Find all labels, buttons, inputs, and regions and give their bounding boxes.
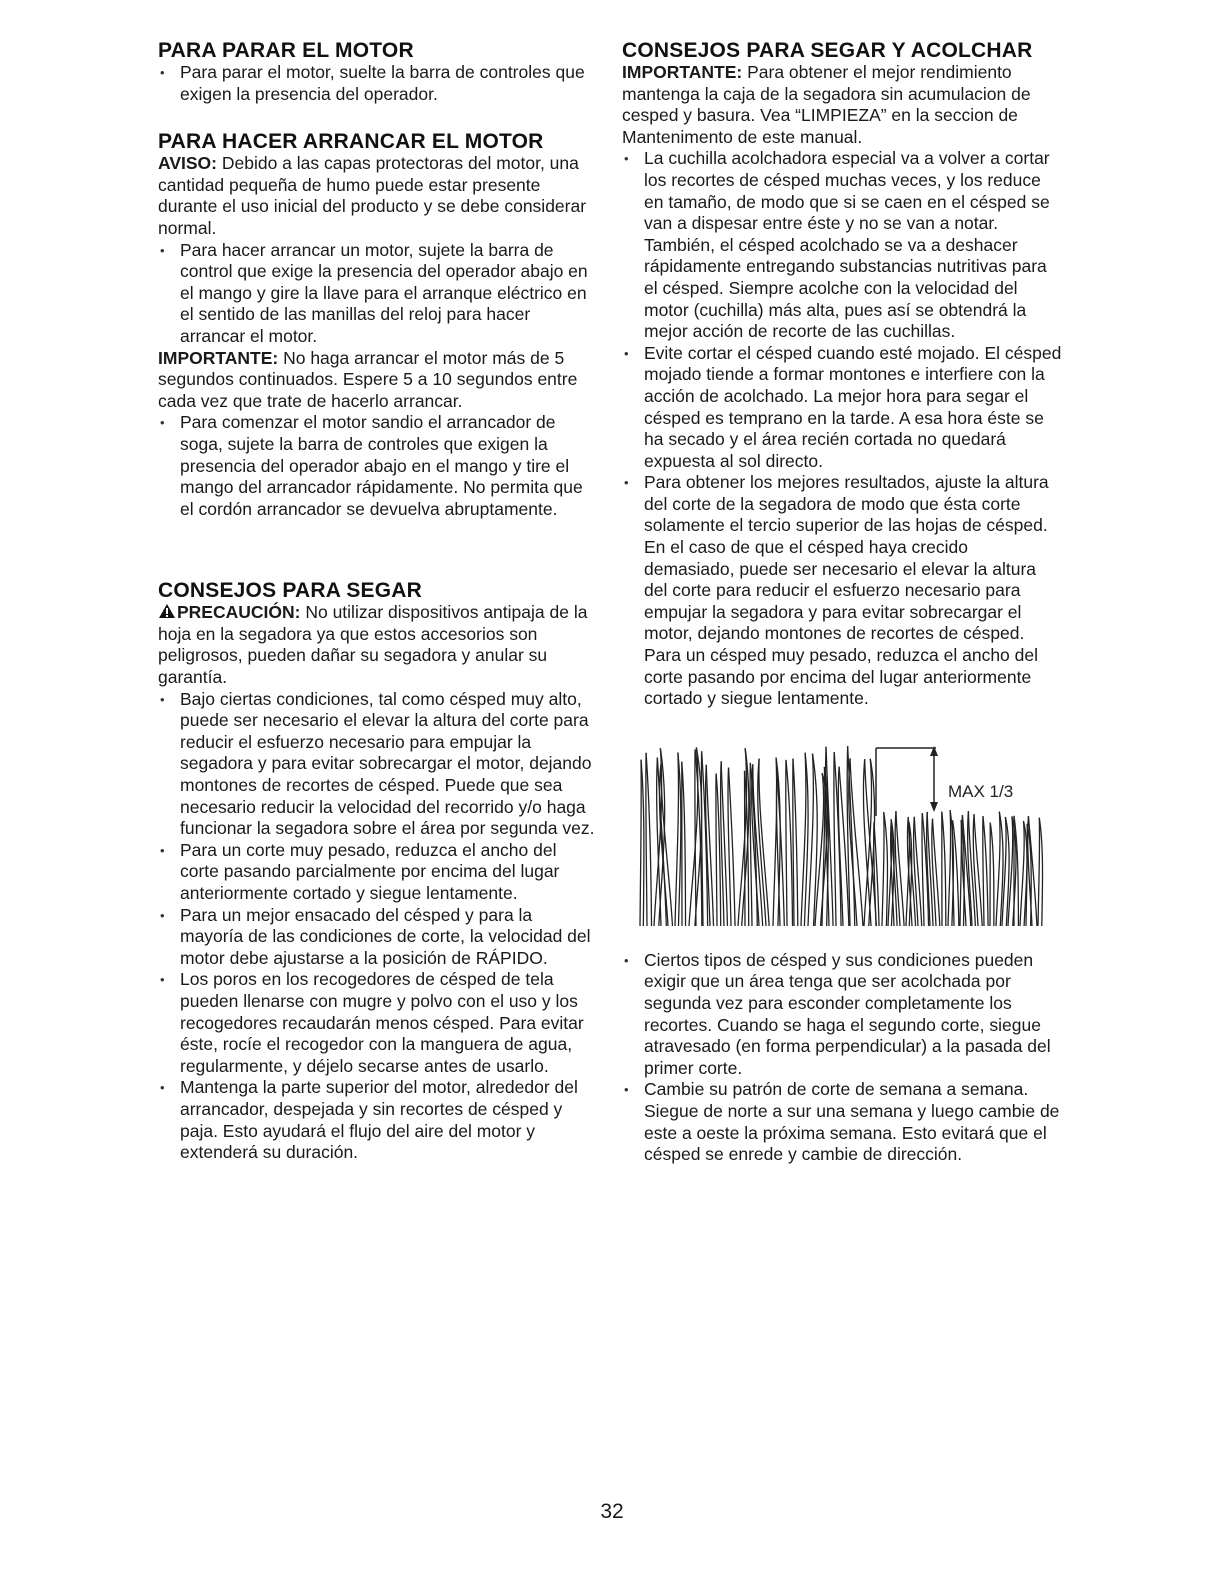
bullet-list — [158, 240, 598, 348]
grass-height-illustration — [636, 738, 1046, 928]
left-column — [158, 40, 598, 1164]
aviso-label: AVISO: — [158, 153, 217, 174]
grass-drawing — [636, 738, 1046, 928]
section-title-stop-engine: PARA PARAR EL MOTOR — [158, 39, 414, 62]
section-mulching-tips — [622, 40, 1062, 1166]
bullet-list — [622, 148, 1062, 709]
aviso-paragraph — [158, 153, 598, 239]
list-item: • La cuchilla acolchadora especial va a volver a cortar los recortes de césped muchas veces, y los reduce en tamaño, de modo que si se caen en el césped se van a dispesar entre éste y no se van a notar. También, el césped acolchado se va a deshacer rápidamente entregando substancias nutritivas para el césped. Siempre acolche con la velocidad del motor (cuchilla) más alta, pues así se obtendrá la mejor acción de recorte de las cuchillas. — [622, 148, 1062, 342]
section-title-mulching-tips: CONSEJOS PARA SEGAR Y ACOLCHAR — [622, 39, 1033, 62]
importante-paragraph — [158, 348, 598, 413]
importante-text: Para obtener el mejor rendimiento mantenga la caja de la segadora sin acumulacion de cesped y basura. Vea “LIMPIEZA” en la seccion de Mantenimento de este manual. — [622, 62, 1031, 147]
bullet-list — [622, 950, 1062, 1166]
precaucion-text: No utilizar dispositivos antipaja de la hoja en la segadora ya que estos accesorios son peligrosos, pueden dañar su segadora y anular su garantía. — [158, 602, 588, 688]
list-item: • Los poros en los recogedores de césped de tela pueden llenarse con mugre y polvo con el uso y los recogedores recaudarán menos césped. Para evitar éste, rocíe el recogedor con la manguera de agua, regularmente, y déjelo secarse antes de usarlo. — [158, 969, 598, 1077]
section-mowing-tips — [158, 580, 598, 1163]
bullet-list — [158, 412, 598, 520]
list-item: • Para un corte muy pesado, reduzca el ancho del corte pasando parcialmente por encima del lugar anteriormente cortado y siegue lentamente. — [158, 840, 598, 905]
list-item: • Ciertos tipos de césped y sus condiciones pueden exigir que un área tenga que ser acolchada por segunda vez para esconder completamente los recortes. Cuando se haga el segundo corte, siegue atravesado (en forma perpendicular) a la pasada del primer corte. — [622, 950, 1062, 1080]
list-item: • Para obtener los mejores resultados, ajuste la altura del corte de la segadora de modo que ésta corte solamente el tercio superior de las hojas de césped. En el caso de que el césped haya crecido demasiado, puede ser necesario el elevar la altura del corte para reducir el esfuerzo necesario para empujar la segadora y para evitar sobrecargar el motor, dejando montones de recortes de césped. Para un césped muy pesado, reduzca el ancho del corte pasando por encima del lugar anteriormente cortado y siegue lentamente. — [622, 472, 1062, 710]
warning-triangle-icon — [158, 603, 176, 619]
precaucion-label: PRECAUCIÓN: — [177, 602, 301, 623]
list-item: • Bajo ciertas condiciones, tal como césped muy alto, puede ser necesario el elevar la altura del corte para reducir el esfuerzo necesario para empujar la segadora y para evitar sobrecargar el motor, dejando montones de recortes de césped. Puede que sea necesario reducir la velocidad del recorrido y/o haga funcionar la segadora sobre el área por segunda vez. — [158, 689, 598, 840]
list-item: • Mantenga la parte superior del motor, alrededor del arrancador, despejada y sin recortes de césped y paja. Esto ayudará el flujo del aire del motor y extenderá su duración. — [158, 1077, 598, 1163]
right-column — [622, 40, 1062, 1166]
importante-label: IMPORTANTE: — [158, 347, 279, 368]
precaucion-paragraph — [158, 602, 598, 688]
importante-text: No haga arrancar el motor más de 5 segundos continuados. Espere 5 a 10 segundos entre cada vez que trate de hacerlo arrancar. — [158, 347, 578, 411]
importante-label: IMPORTANTE: — [622, 62, 743, 82]
list-item: • Para hacer arrancar un motor, sujete la barra de control que exige la presencia del operador abajo en el mango y gire la llave para el arranque eléctrico en el sentido de las manillas del reloj para hacer arrancar el motor. — [158, 240, 598, 348]
section-stop-engine — [158, 40, 598, 105]
page-number: 32 — [600, 1500, 624, 1523]
list-item: • Evite cortar el césped cuando esté mojado. El césped mojado tiende a formar montones e interfiere con la acción de acolchado. La mejor hora para segar el césped es temprano en la tarde. A esa hora éste se ha secado y el área recién cortada no quedará expuesta al sol directo. — [622, 343, 1062, 473]
list-item: • Para parar el motor, suelte la barra de controles que exigen la presencia del operador. — [158, 62, 598, 105]
bullet-list — [158, 62, 598, 105]
list-item: • Para un mejor ensacado del césped y para la mayoría de las condiciones de corte, la velocidad del motor debe ajustarse a la posición de RÁPIDO. — [158, 905, 598, 970]
bullet-list — [158, 689, 598, 1164]
section-title-mowing-tips: CONSEJOS PARA SEGAR — [158, 579, 423, 603]
section-start-engine — [158, 131, 598, 520]
importante-paragraph — [622, 62, 1062, 148]
max-cut-label: MAX 1/3 — [948, 781, 1014, 801]
list-item: • Para comenzar el motor sandio el arrancador de soga, sujete la barra de controles que exigen la presencia del operador abajo en el mango y tire el mango del arrancador rápidamente. No permita que el cordón arrancador se devuelva abruptamente. — [158, 412, 598, 520]
list-item: • Cambie su patrón de corte de semana a semana. Siegue de norte a sur una semana y luego cambie de este a oeste la próxima semana. Esto evitará que el césped se enrede y cambie de dirección. — [622, 1079, 1062, 1165]
section-title-start-engine: PARA HACER ARRANCAR EL MOTOR — [158, 130, 544, 154]
aviso-text: Debido a las capas protectoras del motor, una cantidad pequeña de humo puede estar presente durante el uso inicial del producto y se debe considerar normal. — [158, 153, 587, 238]
